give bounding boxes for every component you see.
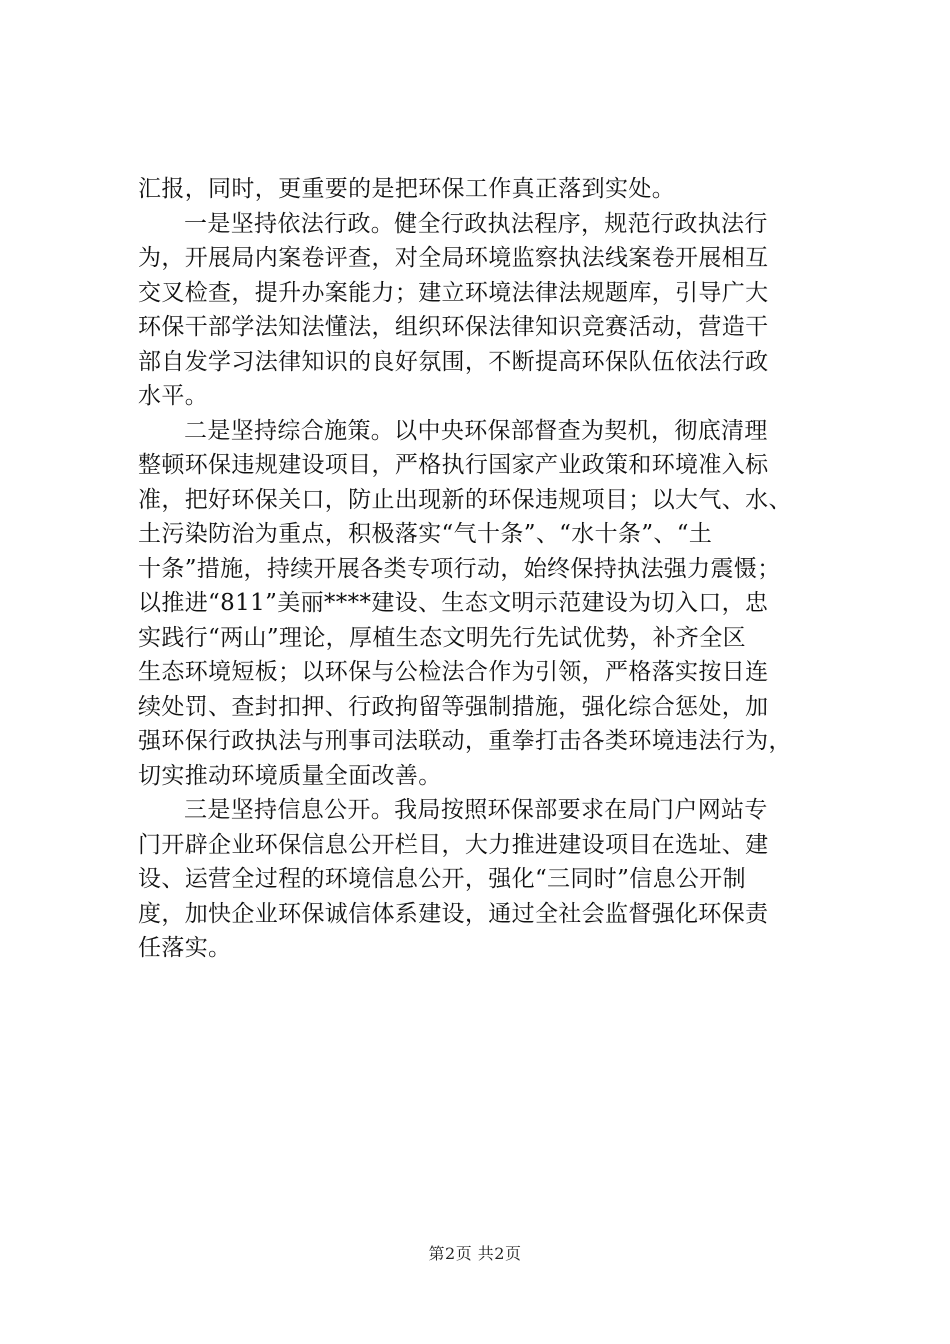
text-line: 水平。 [138,383,209,409]
paragraph-first-line: 二是坚持综合施策。以中央环保部督查为契机，彻底清理 [184,417,768,444]
text-line: 生态环境短板；以环保与公检法合作为引领，严格落实按日连 [138,659,769,685]
text-line: 续处罚、查封扣押、行政拘留等强制措施，强化综合惩处，加 [138,693,769,720]
text-line: 十条”措施，持续开展各类专项行动，始终保持执法强力震慑； [138,555,781,582]
paragraph-first-line: 一是坚持依法行政。健全行政执法程序，规范行政执法行 [184,210,768,237]
text-line: 准，把好环保关口，防止出现新的环保违规项目；以大气、水、 [138,486,792,513]
text-line: 交叉检查，提升办案能力；建立环境法律法规题库，引导广大 [138,279,769,306]
page-footer: 第2页 共2页 [428,1244,522,1263]
text-line: 门开辟企业环保信息公开栏目，大力推进建设项目在选址、建 [138,831,769,858]
text-line: 实践行“两山”理论，厚植生态文明先行先试优势，补齐全区 [138,624,746,651]
text-line: 切实推动环境质量全面改善。 [138,762,442,789]
text-line: 汇报，同时，更重要的是把环保工作真正落到实处。 [138,176,676,202]
text-line: 整顿环保违规建设项目，严格执行国家产业政策和环境准入标 [138,452,769,478]
paragraph-first-line: 三是坚持信息公开。我局按照环保部要求在局门户网站专 [184,797,768,823]
text-line: 为，开展局内案卷评查，对全局环境监察执法线案卷开展相互 [138,245,769,271]
text-line: 强环保行政执法与刑事司法联动，重拳打击各类环境违法行为， [138,728,792,754]
text-line: 以推进“811”美丽****建设、生态文明示范建设为切入口，忠 [138,590,769,616]
text-line: 任落实。 [138,935,232,961]
document-body [138,172,838,966]
text-line: 设、运营全过程的环境信息公开，强化“三同时”信息公开制 [138,866,746,892]
text-line: 部自发学习法律知识的良好氛围，不断提高环保队伍依法行政 [138,348,769,375]
text-line: 度，加快企业环保诚信体系建设，通过全社会监督强化环保责 [138,900,769,927]
text-line: 环保干部学法知法懂法，组织环保法律知识竞赛活动，营造干 [138,314,769,340]
text-line: 土污染防治为重点，积极落实“气十条”、“水十条”、“土 [138,521,713,547]
